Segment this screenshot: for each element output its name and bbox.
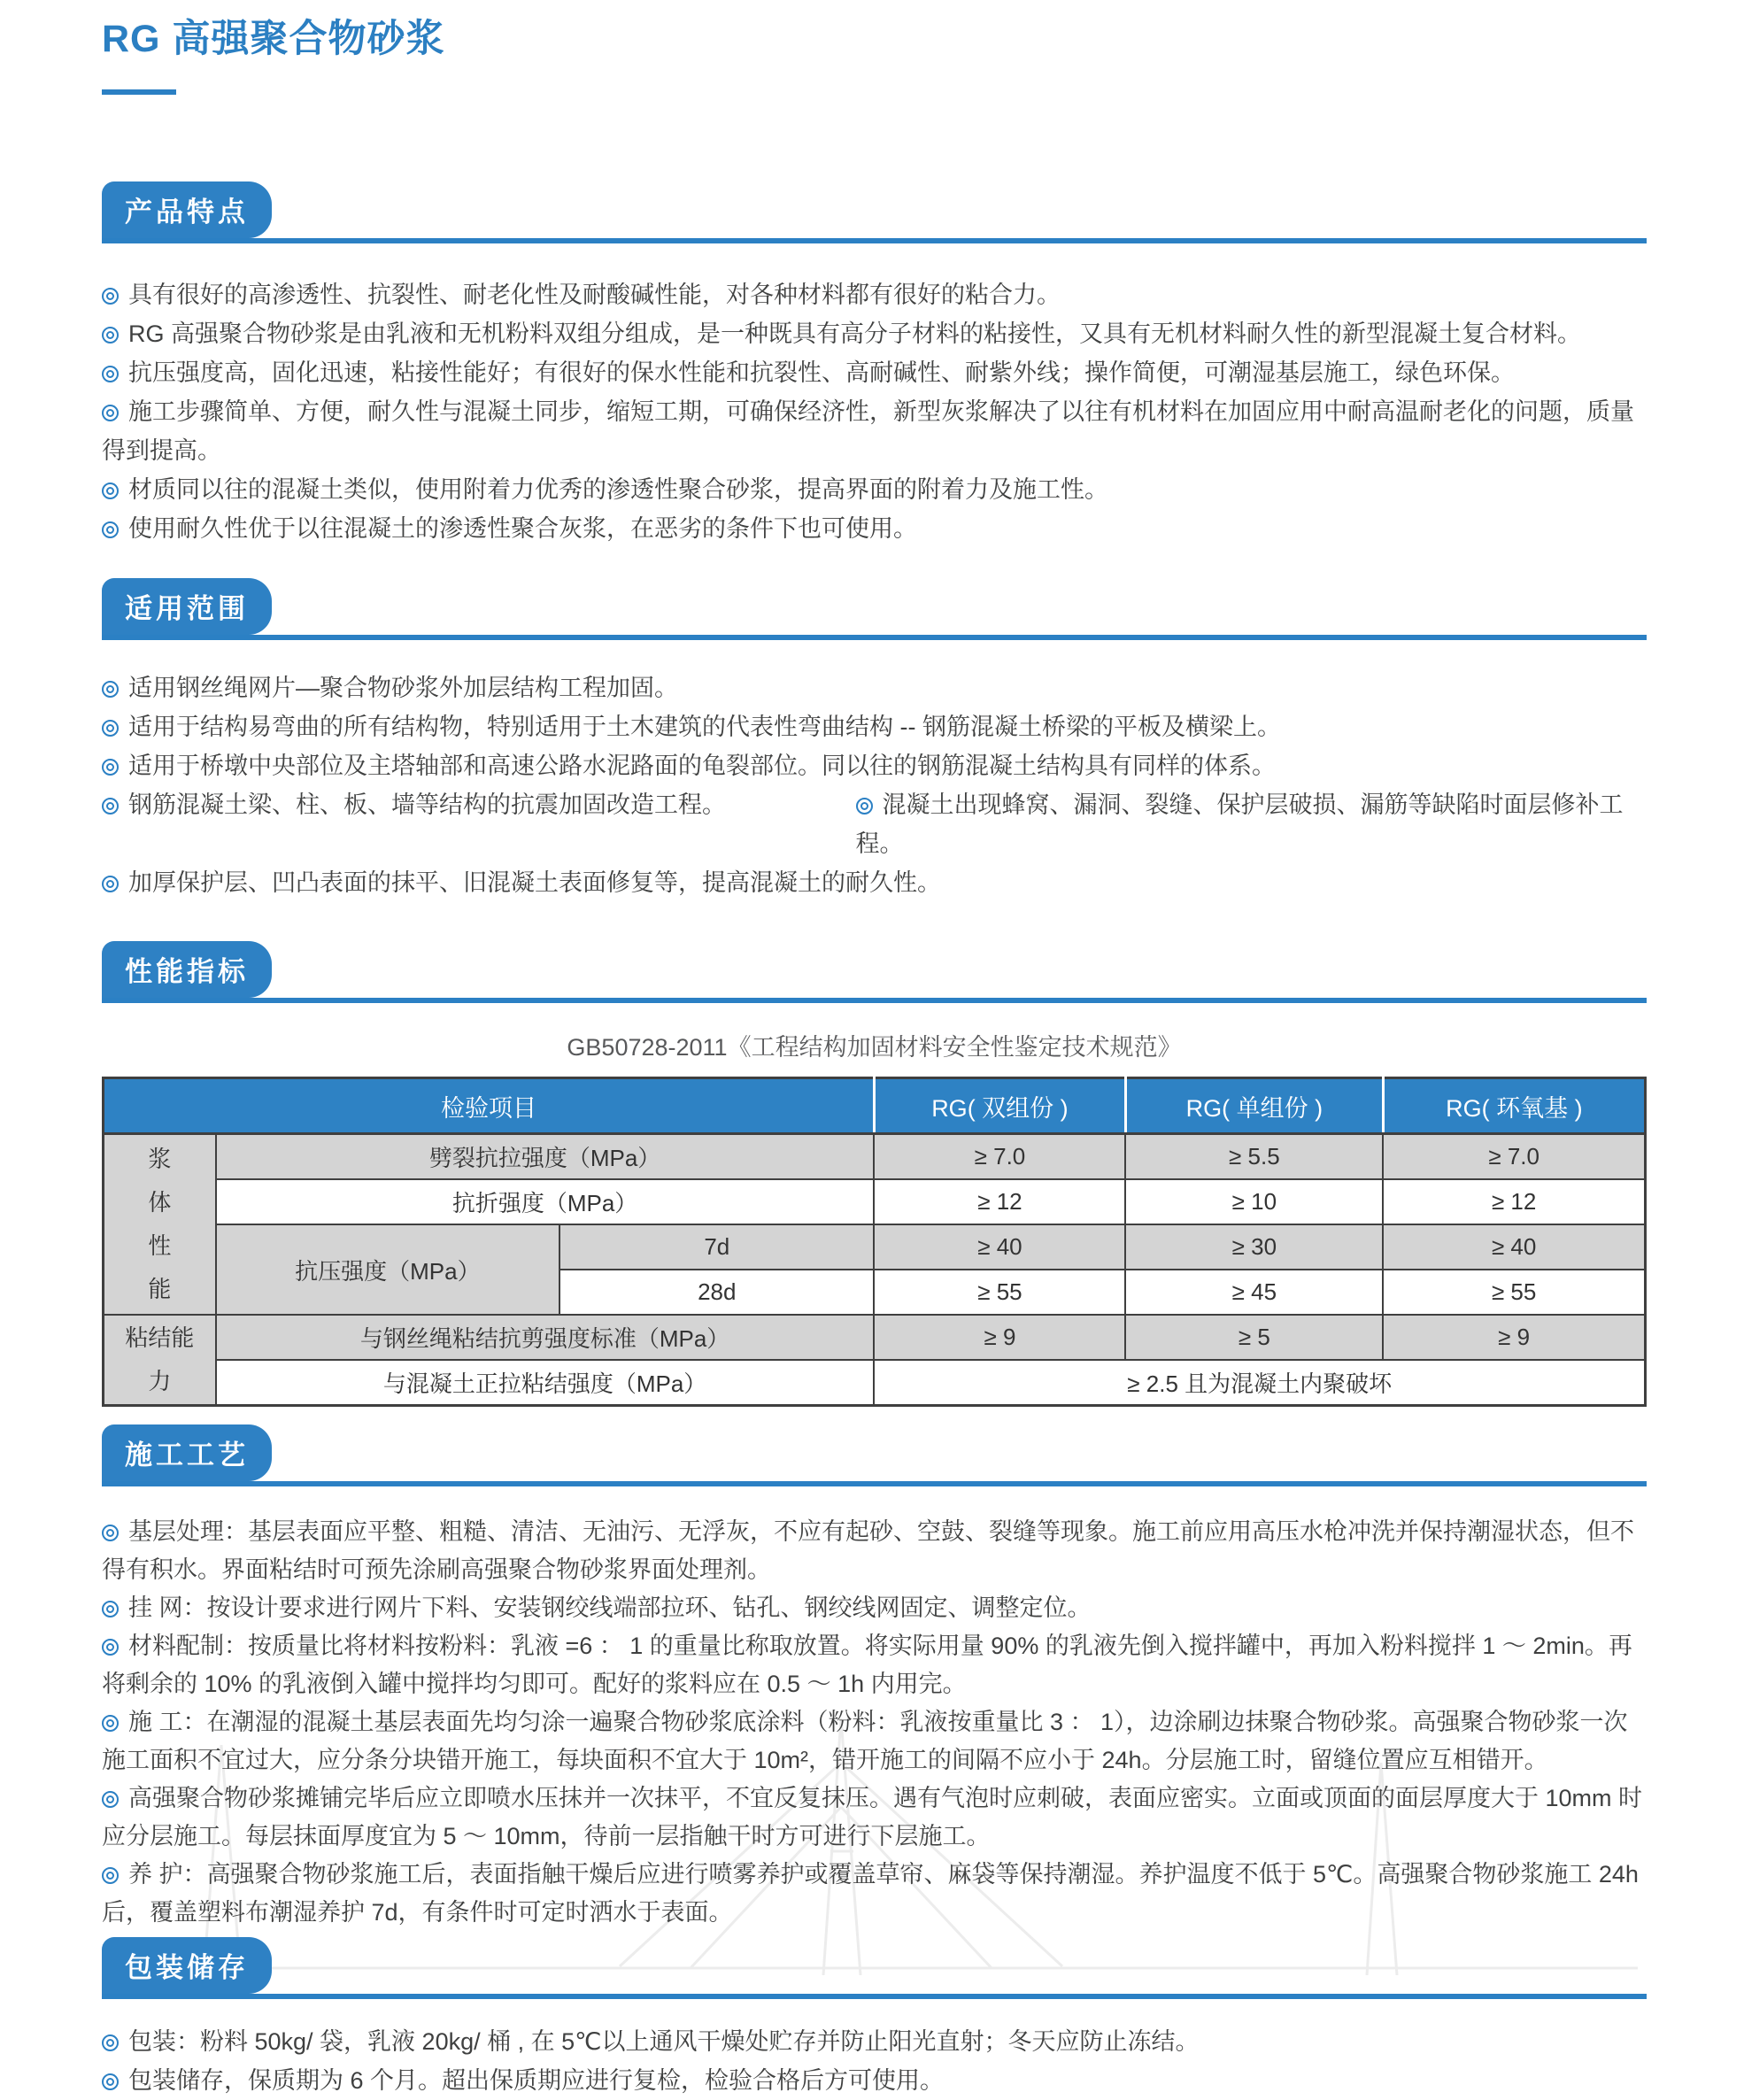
group-label: 浆体性能 [148, 1146, 172, 1302]
double-circle-bullet-icon [102, 2034, 119, 2051]
spec-value: ≥ 40 [1383, 1224, 1645, 1270]
group-label: 粘结能力 [125, 1324, 195, 1394]
spec-value: ≥ 55 [874, 1270, 1125, 1315]
spec-value: ≥ 9 [1383, 1315, 1645, 1360]
double-circle-bullet-icon [102, 876, 119, 892]
bullet-item [102, 863, 1647, 902]
table-row [104, 1360, 1646, 1406]
column-header-rg-one-part: RG( 单组份 ) [1125, 1078, 1383, 1134]
section-badge-performance: 性能指标 [102, 941, 272, 998]
bullet-item [102, 275, 1647, 314]
double-circle-bullet-icon [102, 2073, 119, 2090]
spec-label: 与钢丝绳粘结抗剪强度标准（MPa） [216, 1315, 875, 1360]
section-badge-scope: 适用范围 [102, 578, 272, 635]
spec-value: ≥ 55 [1383, 1270, 1645, 1315]
double-circle-bullet-icon [102, 1791, 119, 1808]
double-circle-bullet-icon [102, 327, 119, 344]
bullet-item [102, 707, 1647, 746]
bullet-item [102, 668, 1647, 707]
bullet-item [102, 2061, 1647, 2100]
spec-value: ≥ 9 [874, 1315, 1125, 1360]
bullet-item [102, 392, 1647, 470]
bullet-item [102, 1856, 1647, 1932]
double-circle-bullet-icon [102, 483, 119, 499]
title-underline [102, 89, 176, 95]
bullet-text: 材料配制：按质量比将材料按粉料：乳液 =6 ： 1 的重量比称取放置。将实际用量 90% 的乳液先倒入搅拌罐中，再加入粉料搅拌 1 ～ 2min。再将剩余的 10% 的乳液倒入罐中搅拌均匀即可。配好的浆料应在 0.5 ～ 1h 内用完。 [102, 1633, 1632, 1697]
row-group-slurry-performance [104, 1134, 216, 1316]
dual-segment [856, 785, 1647, 863]
content-column [0, 9, 1744, 2100]
spec-value: ≥ 10 [1125, 1179, 1383, 1224]
dual-segment [102, 785, 856, 824]
spec-value: ≥ 12 [1383, 1179, 1645, 1224]
bullet-item [102, 2022, 1647, 2061]
table-header-row [104, 1078, 1646, 1134]
section-header-features [102, 181, 1647, 243]
packaging-list [102, 2022, 1647, 2100]
spec-sublabel: 7d [559, 1224, 874, 1270]
bullet-text: 加厚保护层、凹凸表面的抹平、旧混凝土表面修复等，提高混凝土的耐久性。 [128, 869, 941, 896]
section-header-performance [102, 941, 1647, 1003]
bullet-text: 抗压强度高，固化迅速，粘接性能好；有很好的保水性能和抗裂性、高耐碱性、耐紫外线；操作简便，可潮湿基层施工，绿色环保。 [128, 359, 1515, 386]
bullet-text: 施 工：在潮湿的混凝土基层表面先均匀涂一遍聚合物砂浆底涂料（粉料：乳液按重量比 3 ： 1），边涂刷边抹聚合物砂浆。高强聚合物砂浆一次施工面积不宜过大，应分条分块错开施工，每块面积不宜大于 10m²，错开施工的间隔不应小于 24h。分层施工时，留缝位置应互相错开。 [102, 1709, 1628, 1773]
performance-table [102, 1077, 1647, 1407]
column-header-item: 检验项目 [104, 1078, 875, 1134]
spec-label: 劈裂抗拉强度（MPa） [216, 1134, 875, 1180]
column-header-rg-epoxy: RG( 环氧基 ) [1383, 1078, 1645, 1134]
table-row [104, 1224, 1646, 1270]
spec-value: ≥ 7.0 [874, 1134, 1125, 1180]
bullet-text: 适用于桥墩中央部位及主塔轴部和高速公路水泥路面的龟裂部位。同以往的钢筋混凝土结构具有同样的体系。 [128, 753, 1276, 779]
spec-value: ≥ 7.0 [1383, 1134, 1645, 1180]
bullet-text: 具有很好的高渗透性、抗裂性、耐老化性及耐酸碱性能，对各种材料都有很好的粘合力。 [128, 282, 1061, 308]
section-header-scope [102, 578, 1647, 640]
bullet-item [102, 314, 1647, 353]
bullet-text: RG 高强聚合物砂浆是由乳液和无机粉料双组分组成，是一种既具有高分子材料的粘接性，又具有无机材料耐久性的新型混凝土复合材料。 [128, 320, 1581, 347]
datasheet-page [0, 9, 1744, 2094]
double-circle-bullet-icon [102, 1639, 119, 1656]
bullet-item [102, 1589, 1647, 1627]
table-row [104, 1315, 1646, 1360]
bullet-text: 材质同以往的混凝土类似，使用附着力优秀的渗透性聚合砂浆，提高界面的附着力及施工性。 [128, 476, 1108, 503]
bullet-text: 高强聚合物砂浆摊铺完毕后应立即喷水压抹并一次抹平，不宜反复抹压。遇有气泡时应刺破，表面应密实。立面或顶面的面层厚度大于 10mm 时应分层施工。每层抹面厚度宜为 5 ～ 10mm，待前一层指触干时方可进行下层施工。 [102, 1785, 1643, 1849]
spec-value: ≥ 45 [1125, 1270, 1383, 1315]
double-circle-bullet-icon [102, 288, 119, 305]
bullet-text: 施工步骤简单、方便，耐久性与混凝土同步，缩短工期，可确保经济性，新型灰浆解决了以往有机材料在加固应用中耐高温耐老化的问题，质量得到提高。 [102, 398, 1634, 464]
double-circle-bullet-icon [102, 720, 119, 737]
bullet-text: 挂 网：按设计要求进行网片下料、安装钢绞线端部拉环、钻孔、钢绞线网固定、调整定位。 [128, 1594, 1092, 1621]
page-title: RG 高强聚合物砂浆 [102, 18, 445, 60]
spec-value: ≥ 40 [874, 1224, 1125, 1270]
double-circle-bullet-icon [102, 1715, 119, 1732]
bullet-item [102, 470, 1647, 509]
bullet-item [102, 353, 1647, 392]
bullet-item-dual [102, 785, 1647, 863]
bullet-text: 包装储存，保质期为 6 个月。超出保质期应进行复检，检验合格后方可使用。 [128, 2067, 945, 2094]
bullet-text: 钢筋混凝土梁、柱、板、墙等结构的抗震加固改造工程。 [128, 791, 726, 818]
bullet-item [102, 1513, 1647, 1589]
process-list [102, 1513, 1647, 1932]
bullet-text: 适用于结构易弯曲的所有结构物，特别适用于土木建筑的代表性弯曲结构 -- 钢筋混凝土桥梁的平板及横梁上。 [128, 714, 1281, 740]
features-list [102, 275, 1647, 548]
double-circle-bullet-icon [102, 521, 119, 538]
bullet-item [102, 746, 1647, 785]
spec-value: ≥ 5 [1125, 1315, 1383, 1360]
spec-value: ≥ 5.5 [1125, 1134, 1383, 1180]
row-group-bonding-capacity [104, 1315, 216, 1406]
spec-label-compressive: 抗压强度（MPa） [216, 1224, 559, 1315]
double-circle-bullet-icon [102, 681, 119, 698]
table-row [104, 1134, 1646, 1180]
bullet-item [102, 509, 1647, 548]
double-circle-bullet-icon [102, 1601, 119, 1617]
section-header-packaging [102, 1937, 1647, 1999]
table-row [104, 1179, 1646, 1224]
double-circle-bullet-icon [102, 759, 119, 776]
scope-list [102, 668, 1647, 902]
bullet-text: 基层处理：基层表面应平整、粗糙、清洁、无油污、无浮灰，不应有起砂、空鼓、裂缝等现象。施工前应用高压水枪冲洗并保持潮湿状态，但不得有积水。界面粘结时可预先涂刷高强聚合物砂浆界面处理剂。 [102, 1518, 1634, 1583]
spec-label: 与混凝土正拉粘结强度（MPa） [216, 1360, 875, 1406]
section-header-process [102, 1424, 1647, 1486]
double-circle-bullet-icon [102, 366, 119, 382]
double-circle-bullet-icon [102, 405, 119, 421]
bullet-item [102, 1627, 1647, 1703]
double-circle-bullet-icon [102, 798, 119, 815]
double-circle-bullet-icon [856, 798, 873, 815]
section-badge-features: 产品特点 [102, 181, 272, 238]
section-badge-packaging: 包装储存 [102, 1937, 272, 1994]
standard-caption: GB50728-2011《工程结构加固材料安全性鉴定技术规范》 [567, 1034, 1182, 1061]
spec-value-merged: ≥ 2.5 且为混凝土内聚破坏 [874, 1360, 1645, 1406]
bullet-text: 养 护：高强聚合物砂浆施工后，表面指触干燥后应进行喷雾养护或覆盖草帘、麻袋等保持潮湿。养护温度不低于 5℃。高强聚合物砂浆施工 24h 后，覆盖塑料布潮湿养护 7d，有条件时可定时洒水于表面。 [102, 1861, 1639, 1926]
bullet-item [102, 1703, 1647, 1780]
spec-value: ≥ 12 [874, 1179, 1125, 1224]
bullet-text: 包装：粉料 50kg/ 袋，乳液 20kg/ 桶 , 在 5℃以上通风干燥处贮存并防止阳光直射；冬天应防止冻结。 [128, 2028, 1200, 2055]
spec-value: ≥ 30 [1125, 1224, 1383, 1270]
spec-label: 抗折强度（MPa） [216, 1179, 875, 1224]
spec-sublabel: 28d [559, 1270, 874, 1315]
bullet-text: 适用钢丝绳网片—聚合物砂浆外加层结构工程加固。 [128, 675, 678, 701]
section-badge-process: 施工工艺 [102, 1424, 272, 1481]
column-header-rg-two-part: RG( 双组份 ) [874, 1078, 1125, 1134]
double-circle-bullet-icon [102, 1525, 119, 1541]
bullet-text: 混凝土出现蜂窝、漏洞、裂缝、保护层破损、漏筋等缺陷时面层修补工程。 [855, 791, 1624, 857]
bullet-text: 使用耐久性优于以往混凝土的渗透性聚合灰浆，在恶劣的条件下也可使用。 [128, 515, 917, 542]
double-circle-bullet-icon [102, 1867, 119, 1884]
bullet-item [102, 1780, 1647, 1856]
